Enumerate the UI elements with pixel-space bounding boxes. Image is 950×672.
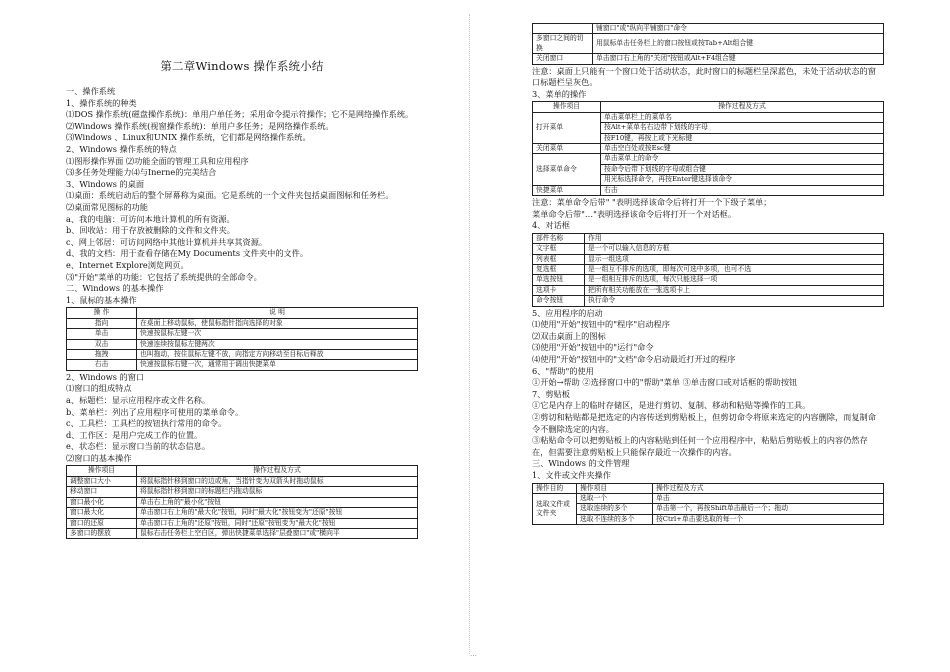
table-cell: 文字框	[533, 244, 585, 254]
text-line: ⑴窗口的组成特点	[66, 383, 132, 394]
right-column	[532, 22, 884, 526]
table-cell: 右击	[67, 360, 137, 370]
text-line: ⑵窗口的基本操作	[66, 452, 132, 463]
table-cell: 快速按鼠标左键一次	[137, 329, 418, 339]
table-cell: 调整窗口大小	[67, 476, 137, 486]
text-line: 3、Windows 的桌面	[66, 178, 145, 189]
text-line: 注意：菜单命令后带" "表明选择该命令后将打开一个下级子菜单；	[532, 197, 772, 208]
table-cell: 单击空白处或按Esc键	[601, 144, 884, 154]
table-cell: 鼠标右击任务栏上空白区，弹出快捷菜单选择"层叠窗口"或"横向平	[137, 528, 418, 538]
table-cell: 按Ctrl+单击要选取的每一个	[653, 514, 884, 524]
table-cell: 选取文件或文件夹	[533, 494, 577, 525]
page-footer-mark: …	[470, 650, 477, 658]
table-row	[533, 285, 884, 295]
table-cell: 铺窗口"或"纵向平铺窗口"命令	[593, 24, 884, 34]
table-cell: 是一个可以输入信息的方框	[585, 244, 884, 254]
table-cell: 按F10键，再按上或下光标键	[601, 133, 884, 143]
table-row	[67, 339, 418, 349]
text-line: d、工作区：是用户完成工作的位置。	[66, 429, 203, 440]
table-header: 操作过程及方式	[137, 466, 418, 476]
table-cell: 快捷菜单	[533, 185, 601, 195]
table-cell: 单击菜单上的命令	[601, 154, 884, 164]
table-cell: 选取不连续的多个	[577, 514, 653, 524]
table-row	[533, 185, 884, 195]
table-row	[533, 112, 884, 122]
text-line: ⑶多任务处理能力⑷与Inerne的完美结合	[66, 167, 217, 178]
text-line: e、Internet Explore浏览网页。	[66, 259, 189, 270]
text-line: ⑴桌面：系统启动后的整个屏幕称为桌面。它是系统的一个文件夹包括桌面图标和任务栏。	[66, 190, 394, 201]
table-row	[67, 349, 418, 359]
table-header: 操作目的	[533, 483, 577, 493]
table-cell: 关闭窗口	[533, 54, 593, 64]
table-row	[67, 318, 418, 328]
table-header: 作用	[585, 233, 884, 243]
table-header: 说 明	[137, 308, 418, 318]
table-cell: 右击	[601, 185, 884, 195]
table-cell: 单击第一个，再按Shift单击最后一个；拖动	[653, 504, 884, 514]
table-header: 部件名称	[533, 233, 585, 243]
table-cell: 拖拽	[67, 349, 137, 359]
table-cell: 打开菜单	[533, 112, 601, 143]
text-line: 7、剪贴板	[532, 388, 570, 399]
text-line: a、我的电脑：可访问本地计算机的所有资源。	[66, 213, 235, 224]
right-text-block-3	[532, 308, 884, 482]
table-cell: 单击窗口右上角的"还原"按钮，同时"还原"按钮变为"最大化"按钮	[137, 518, 418, 528]
text-line: 3、菜单的操作	[532, 88, 587, 99]
dialog-parts-table	[532, 233, 884, 307]
table-row	[533, 54, 884, 64]
table-cell: 移动窗口	[67, 487, 137, 497]
table-cell: 多窗口的摆放	[67, 528, 137, 538]
page-divider	[469, 14, 470, 654]
table-cell: 窗口的还原	[67, 518, 137, 528]
table-cell: 用光标选择命令，再按Enter键选择该命令	[601, 175, 884, 185]
text-line: 1、操作系统的种类	[66, 97, 137, 108]
text-line: 二、Windows 的基本操作	[66, 283, 164, 294]
table-cell: 单击窗口右上角的"最大化"按钮，同时"最大化"按钮变为"还原"按钮	[137, 508, 418, 518]
table-row	[533, 34, 884, 54]
text-line: ⑴图形操作界面 ⑵功能全面的管理工具和应用程序	[66, 155, 249, 166]
text-line: 三、Windows 的文件管理	[532, 458, 630, 469]
table-row	[533, 144, 884, 154]
table-row	[67, 497, 418, 507]
table-cell: 用鼠标单击任务栏上的窗口按钮或按Tab+Alt组合键	[593, 34, 884, 54]
table-cell: 按Alt+菜单名右边带下划线的字母	[601, 123, 884, 133]
table-cell: 是一组相互排斥的选项，每次只能选择一项	[585, 275, 884, 285]
right-text-block-1	[532, 66, 884, 101]
text-line: b、回收站：用于存放被删除的文件和文件夹。	[66, 225, 235, 236]
text-line: ①开始→帮助 ②选择窗口中的"帮助"菜单 ③单击窗口或对话框的帮助按钮	[532, 377, 798, 388]
text-line: ⑴DOS 操作系统(磁盘操作系统)：单用户单任务；采用命令提示符操作；它不是网络操作系统。	[66, 109, 414, 120]
text-line: 6、"帮助"的使用	[532, 365, 594, 376]
text-line: ⑷使用"开始"按钮中的"文档"命令启动最近打开过的程序	[532, 354, 736, 365]
table-cell: 选项卡	[533, 285, 585, 295]
table-cell: 把所有相关功能放在一张选项卡上	[585, 285, 884, 295]
text-line: 2、Windows 的窗口	[66, 371, 145, 382]
table-cell: 单击窗口右上角的"关闭"按钮或Alt+F4组合键	[593, 54, 884, 64]
table-cell: 选取一个	[577, 494, 653, 504]
table-cell: 单击菜单栏上的菜单名	[601, 112, 884, 122]
table-row	[533, 24, 884, 34]
table-row	[533, 275, 884, 285]
table-row	[533, 494, 884, 504]
table-row	[533, 265, 884, 275]
table-cell: 双击	[67, 339, 137, 349]
table-row	[533, 244, 884, 254]
table-row	[533, 254, 884, 264]
text-line: 2、Windows 操作系统的特点	[66, 143, 177, 154]
table-cell: 在桌面上移动鼠标，使鼠标指针指向选择的对象	[137, 318, 418, 328]
table-row	[67, 487, 418, 497]
table-cell: 多窗口之间的切换	[533, 34, 593, 54]
text-line: ⑶Windows 、Linux和UNIX 操作系统，它们都是网络操作系统。	[66, 132, 311, 143]
table-header: 操作项目	[533, 102, 601, 112]
right-text-block-2	[532, 197, 884, 232]
table-cell: 也叫拖动，按住鼠标左键不放，向指定方向移动至目标后释放	[137, 349, 418, 359]
table-cell: 选择菜单命令	[533, 154, 601, 185]
dialog-table-wrap	[532, 233, 884, 307]
table-header: 操作过程及方式	[653, 483, 884, 493]
text-line: ⑵桌面常见图标的功能	[66, 201, 148, 212]
text-line: c、工具栏：工具栏的按钮执行常用的命令。	[66, 418, 227, 429]
menu-table-wrap	[532, 101, 884, 196]
table-row	[533, 504, 884, 514]
table-row	[533, 296, 884, 306]
table-cell: 快速按鼠标右键一次，通常用于调出快捷菜单	[137, 360, 418, 370]
table-cell: 是一组互不排斥的选项，即每次可选中多项，也可不选	[585, 265, 884, 275]
table-row	[67, 329, 418, 339]
table-row	[67, 508, 418, 518]
table-cell: 将鼠标指针移到窗口的边或角，当指针变为双箭头时拖动鼠标	[137, 476, 418, 486]
left-column	[66, 58, 418, 540]
table-cell: 窗口最大化	[67, 508, 137, 518]
table-cell: 按命令后带下划线的字母或组合键	[601, 164, 884, 174]
left-text-block-1	[66, 86, 418, 306]
text-line: 1、文件或文件夹操作	[532, 470, 611, 480]
table-cell: 显示一组选项	[585, 254, 884, 264]
text-line: 5、应用程序的启动	[532, 307, 603, 318]
table-cell: 快速连续按鼠标左键两次	[137, 339, 418, 349]
table-cell: 复选框	[533, 265, 585, 275]
table-cell: 单击右上角的"最小化"按钮	[137, 497, 418, 507]
table-cell: 将鼠标指针移到窗口的标题栏内拖动鼠标	[137, 487, 418, 497]
text-line: ⑴使用"开始"按钮中的"程序"启动程序	[532, 319, 670, 330]
window-operations-table-continued	[532, 23, 884, 65]
table-cell: 执行命令	[585, 296, 884, 306]
text-line: 4、对话框	[532, 220, 570, 231]
text-line: ⑶"开始"菜单的功能：它包括了系统提供的全部命令。	[66, 271, 262, 282]
window-table-wrap	[66, 465, 418, 539]
text-line: ①它是内存上的临时存储区，是进行剪切、复制、移动和粘贴等操作的工具。	[532, 400, 811, 411]
table-row	[67, 360, 418, 370]
table-row	[67, 518, 418, 528]
table-cell	[533, 24, 593, 34]
menu-operations-table	[532, 101, 884, 196]
table-cell: 单选按钮	[533, 275, 585, 285]
text-line: a、标题栏：显示应用程序或文件名称。	[66, 394, 211, 405]
file-table-wrap	[532, 483, 884, 526]
table-cell: 窗口最小化	[67, 497, 137, 507]
window-table-cont-wrap	[532, 23, 884, 65]
table-header: 操作过程及方式	[601, 102, 884, 112]
text-line: ⑶使用"开始"按钮中的"运行"命令	[532, 342, 654, 353]
table-cell: 选取连续的多个	[577, 504, 653, 514]
page-title: 第二章Windows 操作系统小结	[160, 59, 324, 73]
text-line: b、菜单栏：列出了应用程序可使用的菜单命令。	[66, 406, 244, 417]
table-header: 操 作	[67, 308, 137, 318]
text-line: c、网上邻居：可访问网络中其他计算机并共享其资源。	[66, 236, 268, 247]
text-line: 一、操作系统	[66, 86, 116, 96]
table-cell: 列表框	[533, 254, 585, 264]
text-line: 1、鼠标的基本操作	[66, 294, 137, 305]
table-cell: 单击	[653, 494, 884, 504]
text-line: 注意：桌面上只能有一个窗口处于活动状态，此时窗口的标题栏呈深蓝色，未处于活动状态的窗口标题栏呈灰色。	[532, 65, 876, 88]
text-line: d、我的文档：用于查看存储在My Documents 文件夹中的文件。	[66, 248, 309, 259]
text-line: ⑵Windows 操作系统(视窗操作系统)：单用户多任务；是网络操作系统。	[66, 120, 334, 131]
table-row	[67, 528, 418, 538]
text-line: 菜单命令后带"…"表明选择该命令后将打开一个对话框。	[532, 208, 737, 219]
table-cell: 命令按钮	[533, 296, 585, 306]
file-operations-table	[532, 483, 884, 526]
table-header: 操作项目	[577, 483, 653, 493]
text-line: ②剪切和粘贴都是把选定的内容传送到剪贴板上，但剪切命令将原来选定的内容删除，而复制命令不删除选定的内容。	[532, 412, 876, 434]
table-cell: 关闭菜单	[533, 144, 601, 154]
text-line: e、状态栏：显示窗口当前的状态信息。	[66, 441, 211, 452]
window-operations-table	[66, 465, 418, 539]
table-cell: 指向	[67, 318, 137, 328]
table-header: 操作项目	[67, 466, 137, 476]
table-row	[533, 154, 884, 164]
text-line: ③粘贴命令可以把剪贴板上的内容粘贴到任何一个应用程序中，粘贴后剪贴板上的内容仍然存在，但需要注意剪贴板上只能保存最近一次操作的内容。	[532, 435, 868, 457]
table-cell: 单击	[67, 329, 137, 339]
mouse-operations-table	[66, 307, 418, 370]
text-line: ⑵双击桌面上的图标	[532, 330, 606, 341]
table-row	[533, 514, 884, 524]
mouse-table-wrap	[66, 307, 418, 370]
left-text-block-2	[66, 372, 418, 465]
table-row	[67, 476, 418, 486]
